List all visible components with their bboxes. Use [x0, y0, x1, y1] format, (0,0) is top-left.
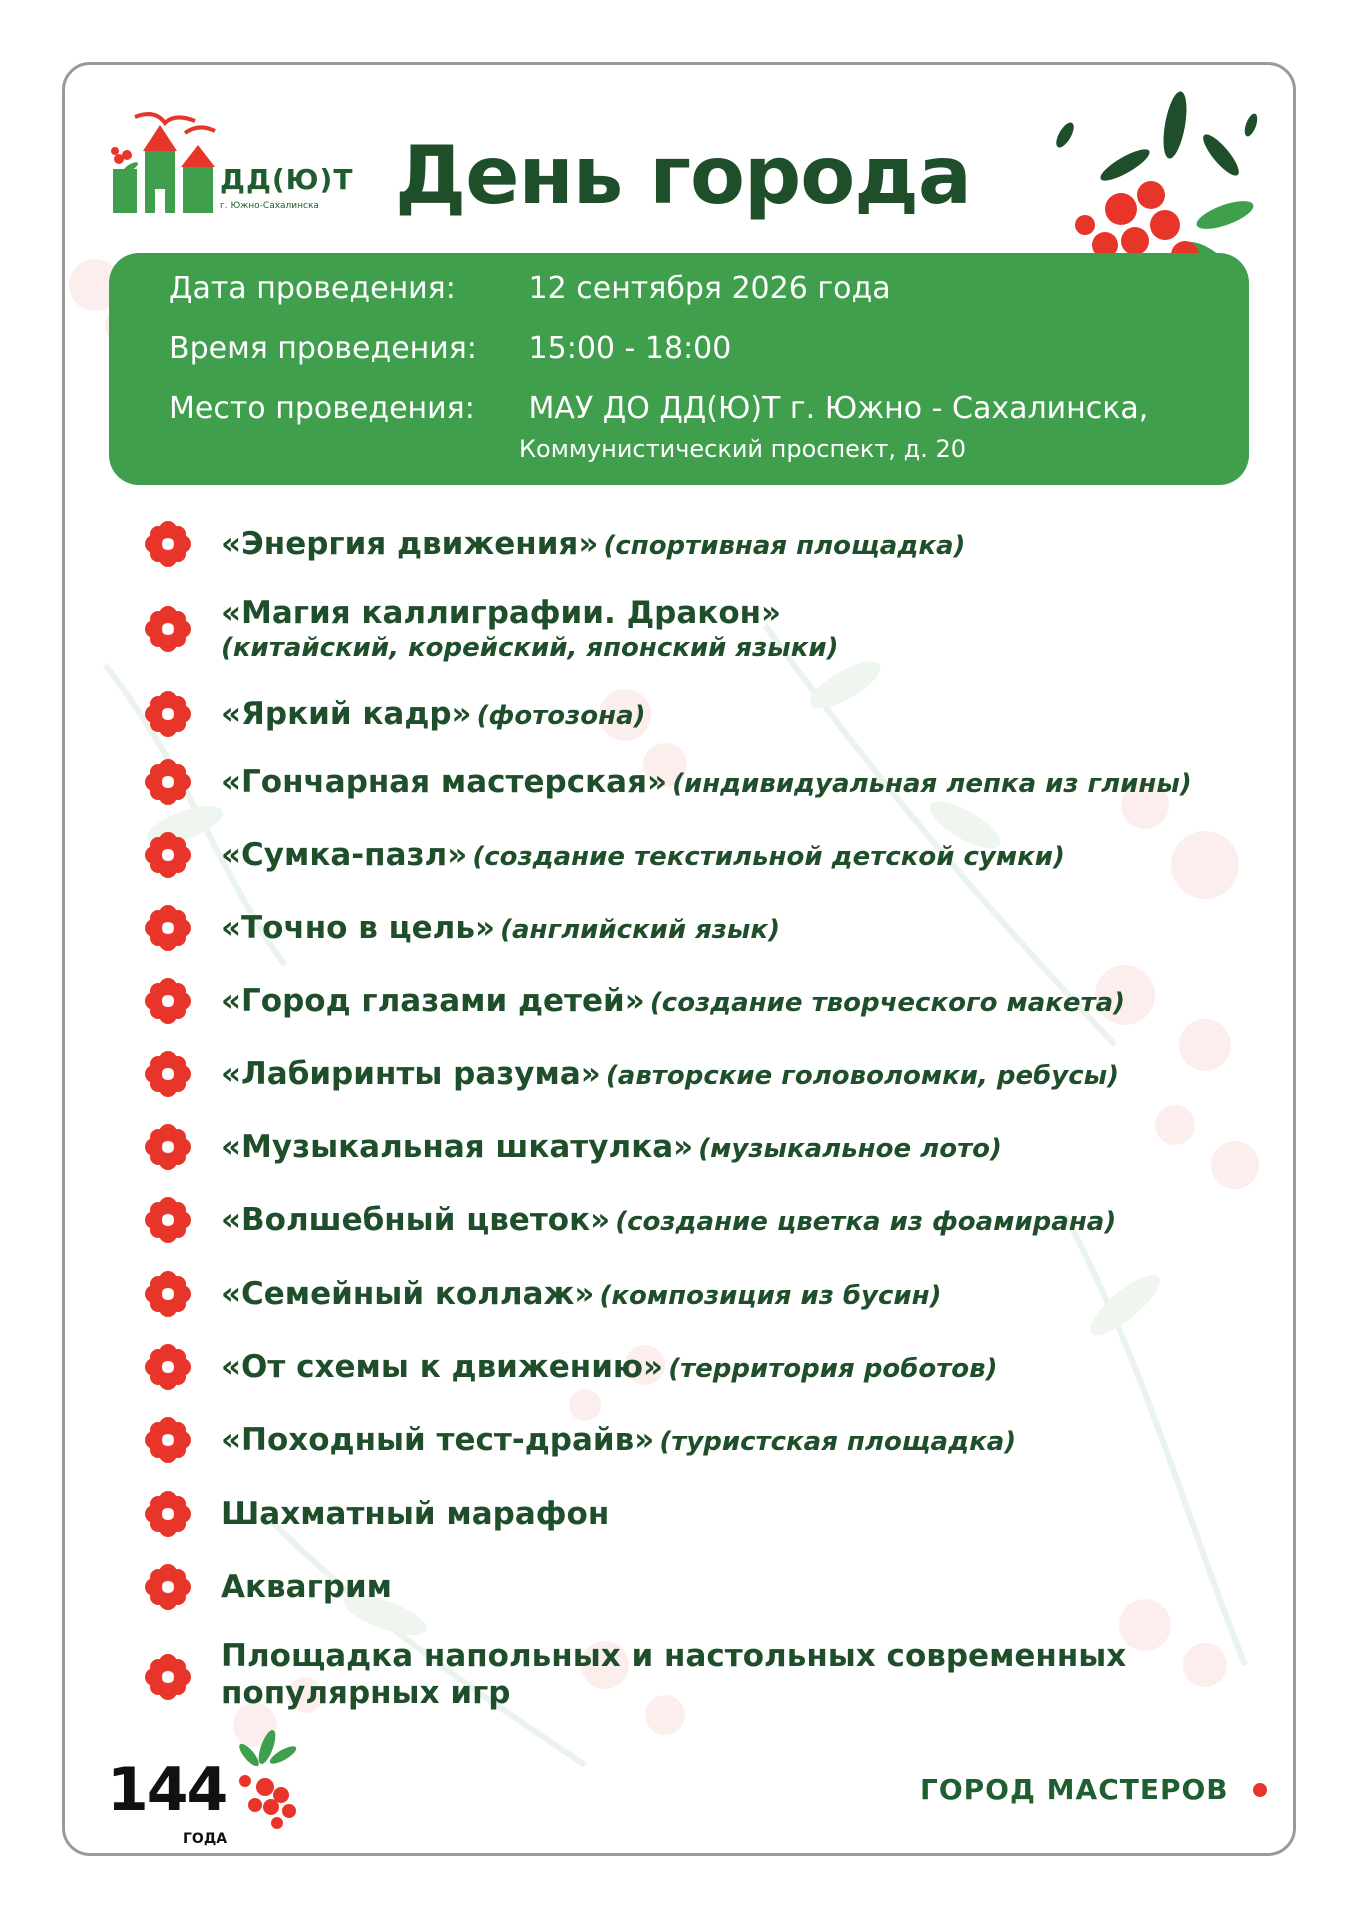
item-name: «Лабиринты разума»: [221, 1056, 601, 1092]
page-title: День города: [395, 129, 971, 222]
item-name: «Музыкальная шкатулка»: [221, 1129, 694, 1165]
item-name: Шахматный марафон: [221, 1496, 610, 1532]
list-item: [145, 905, 780, 951]
list-item: [145, 1344, 997, 1390]
item-desc: (авторские головоломки, ребусы): [605, 1061, 1120, 1091]
item-name: «Точно в цель»: [221, 910, 496, 946]
item-desc: (территория роботов): [668, 1354, 998, 1384]
place-address: Коммунистический проспект, д. 20: [519, 435, 967, 463]
list-item: [145, 1417, 1016, 1463]
flower-bullet-icon: [145, 1124, 191, 1170]
item-name: «Магия каллиграфии. Дракон»: [221, 595, 782, 631]
slogan-dot: [1253, 1783, 1267, 1797]
item-name: «Походный тест-драйв»: [221, 1422, 655, 1458]
item-desc: (спортивная площадка): [603, 531, 966, 561]
item-desc: (композиция из бусин): [599, 1281, 942, 1311]
flower-bullet-icon: [145, 832, 191, 878]
flower-bullet-icon: [145, 1491, 191, 1537]
list-item: [145, 978, 1125, 1024]
list-item: [145, 1271, 942, 1317]
place-value: МАУ ДО ДД(Ю)Т г. Южно - Сахалинска,: [528, 391, 1149, 426]
list-item: [145, 1051, 1119, 1097]
list-item: [145, 832, 1065, 878]
list-item: [145, 1564, 392, 1610]
item-name: «Город глазами детей»: [221, 983, 645, 1019]
flower-bullet-icon: [145, 606, 191, 652]
item-name: «От схемы к движению»: [221, 1349, 664, 1385]
item-desc: (музыкальное лото): [698, 1134, 1002, 1164]
logo-subtitle: г. Южно-Сахалинска: [220, 201, 319, 211]
slogan: ГОРОД МАСТЕРОВ: [920, 1773, 1229, 1806]
flower-bullet-icon: [145, 905, 191, 951]
item-desc: (создание творческого макета): [649, 988, 1126, 1018]
item-desc: (фотозона): [476, 701, 646, 731]
rowan-berries-icon: [205, 1725, 315, 1835]
item-name: «Волшебный цветок»: [221, 1202, 611, 1238]
item-name: «Энергия движения»: [221, 526, 599, 562]
item-desc: (индивидуальная лепка из глины): [672, 769, 1192, 799]
list-item: [145, 1640, 1126, 1714]
event-info-box: [109, 253, 1249, 485]
list-item: [145, 1124, 1002, 1170]
item-desc: (создание цветка из фоамирана): [615, 1207, 1117, 1237]
poster-card: [62, 62, 1296, 1856]
flower-bullet-icon: [145, 1344, 191, 1390]
item-name: Аквагрим: [221, 1569, 393, 1605]
flower-bullet-icon: [145, 1051, 191, 1097]
anniversary-word: ГОДА: [183, 1831, 228, 1847]
item-name-line2: популярных игр: [221, 1675, 511, 1711]
item-desc: (английский язык): [500, 915, 780, 945]
place-label: Место проведения:: [169, 391, 475, 426]
list-item: [145, 759, 1192, 805]
flower-bullet-icon: [145, 759, 191, 805]
item-desc: (создание текстильной детской сумки): [472, 842, 1065, 872]
item-name: «Гончарная мастерская»: [221, 764, 668, 800]
list-item: [145, 691, 646, 737]
date-label: Дата проведения:: [169, 271, 456, 306]
date-value: 12 сентября 2026 года: [528, 271, 891, 306]
anniversary-number: 144: [107, 1755, 227, 1825]
time-value: 15:00 - 18:00: [528, 331, 732, 366]
list-item: [145, 1491, 609, 1537]
time-label: Время проведения:: [169, 331, 477, 366]
list-item: [145, 521, 965, 567]
flower-bullet-icon: [145, 1564, 191, 1610]
flower-bullet-icon: [145, 1654, 191, 1700]
item-name: Площадка напольных и настольных современных: [221, 1638, 1127, 1674]
item-desc: (туристская площадка): [659, 1427, 1017, 1457]
flower-bullet-icon: [145, 1271, 191, 1317]
list-item: [145, 1197, 1116, 1243]
flower-bullet-icon: [145, 1417, 191, 1463]
flower-bullet-icon: [145, 691, 191, 737]
item-name: «Сумка-пазл»: [221, 837, 468, 873]
flower-bullet-icon: [145, 1197, 191, 1243]
item-name: «Яркий кадр»: [221, 696, 472, 732]
list-item: [145, 595, 839, 663]
item-desc: (китайский, корейский, японский языки): [221, 633, 839, 663]
item-name: «Семейный коллаж»: [221, 1276, 595, 1312]
flower-bullet-icon: [145, 978, 191, 1024]
logo-name: ДД(Ю)Т: [220, 163, 354, 196]
flower-bullet-icon: [145, 521, 191, 567]
